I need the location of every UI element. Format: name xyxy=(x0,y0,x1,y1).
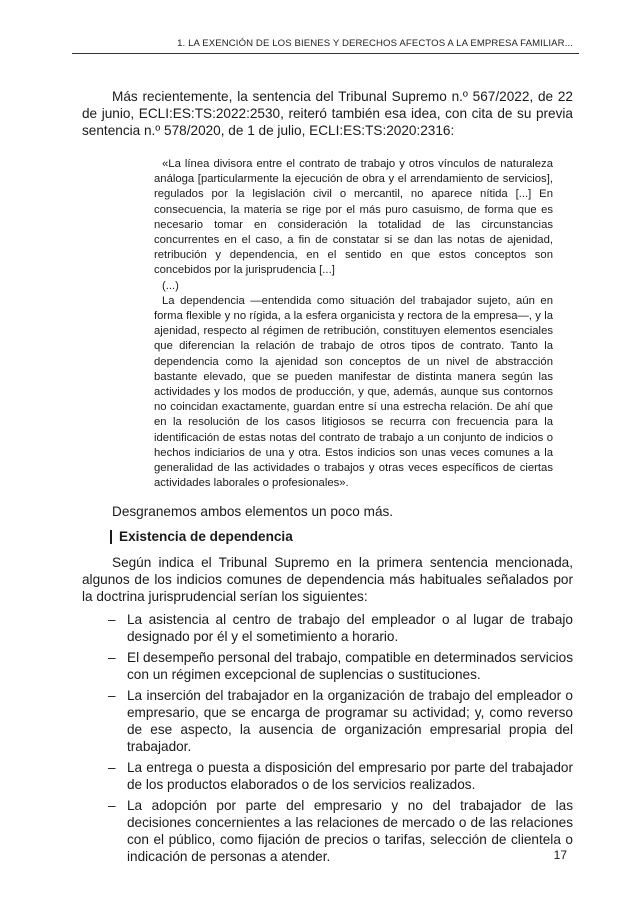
section-intro-paragraph: Según indica el Tribunal Supremo en la primera sentencia mencionada, algunos de los indicios comunes de dependencia más habituales señalados por la doctrina jurisprudencial serían los siguientes: xyxy=(82,555,573,605)
dash-bullet: – xyxy=(108,798,116,814)
after-quote-paragraph: Desgranemos ambos elementos un poco más. xyxy=(112,504,394,520)
page-number: 17 xyxy=(553,848,567,862)
block-quote xyxy=(154,157,553,491)
list-item xyxy=(108,759,573,793)
dash-bullet: – xyxy=(108,650,116,666)
header-rule xyxy=(72,53,579,54)
list-item xyxy=(108,687,573,755)
list-item-text: La asistencia al centro de trabajo del empleador o al lugar de trabajo designado por él y el sometimiento a horario. xyxy=(127,612,573,645)
dash-bullet: – xyxy=(108,760,116,776)
list-item-text: La adopción por parte del empresario y no del trabajador de las decisiones concernientes a las relaciones de mercado o de las relaciones con el público, como fijación de precios o tarifas, selección de clientela o indicación de personas a atender. xyxy=(127,798,573,865)
section-heading: Existencia de dependencia xyxy=(110,530,573,544)
dash-bullet: – xyxy=(108,688,116,704)
indicator-list xyxy=(108,611,573,865)
intro-paragraph: Más recientemente, la sentencia del Tribunal Supremo n.º 567/2022, de 22 de junio, ECLI:ES:TS:2022:2530, reiteró también esa idea, con cita de su previa sentencia n.º 578/2020, de 1 de julio, ECLI:ES:TS:2020:2316: xyxy=(82,89,573,138)
quote-ellipsis: (...) xyxy=(162,279,179,292)
list-item xyxy=(108,797,573,865)
list-item-text: La entrega o puesta a disposición del empresario por parte del trabajador de los productos elaborados o de los servicios realizados. xyxy=(127,760,573,793)
list-item-text: La inserción del trabajador en la organización de trabajo del empleador o empresario, que se encarga de programar su actividad; y, como reverso de ese aspecto, la ausencia de organización empresarial propia del trabajador. xyxy=(127,688,573,755)
dash-bullet: – xyxy=(108,612,116,628)
list-item xyxy=(108,611,573,645)
quote-paragraph-1: «La línea divisora entre el contrato de trabajo y otros vínculos de naturaleza análoga [particularmente la ejecución de obra y el arrendamiento de servicios], regulados por la legislación civil o mercantil, no aparece nítida [...] En consecuencia, la materia se rige por el más puro casuismo, de forma que es necesario tomar en consideración la totalidad de las circunstancias concurrentes en el caso, a fin de constatar si se dan las notas de ajenidad, retribución y dependencia, en el sentido en que estos conceptos son concebidos por la jurisprudencia [...] xyxy=(154,158,553,277)
list-item-text: El desempeño personal del trabajo, compatible en determinados servicios con un régimen excepcional de suplencias o sustituciones. xyxy=(127,650,573,683)
list-item xyxy=(108,649,573,683)
page-body xyxy=(82,88,573,869)
running-header: 1. LA EXENCIÓN DE LOS BIENES Y DERECHOS AFECTOS A LA EMPRESA FAMILIAR... xyxy=(177,38,573,49)
quote-paragraph-2: La dependencia —entendida como situación del trabajador sujeto, aún en forma flexible y no rígida, a la esfera organicista y rectora de la empresa—, y la ajenidad, respecto al régimen de retribución, constituyen elementos esenciales que diferencian la relación de trabajo de otros tipos de contrato. Tanto la dependencia como la ajenidad son conceptos de un nivel de abstracción bastante elevado, que se pueden manifestar de distinta manera según las actividades y los modos de producción, y que, además, aunque sus contornos no coincidan exactamente, guardan entre sí una estrecha relación. De ahí que en la resolución de los casos litigiosos se recurra con frecuencia para la identificación de estas notas del contrato de trabajo a un conjunto de indicios o hechos indiciarios de una y otra. Estos indicios son unas veces comunes a la generalidad de las actividades o trabajos y otras veces específicos de ciertas actividades laborales o profesionales». xyxy=(154,294,553,490)
